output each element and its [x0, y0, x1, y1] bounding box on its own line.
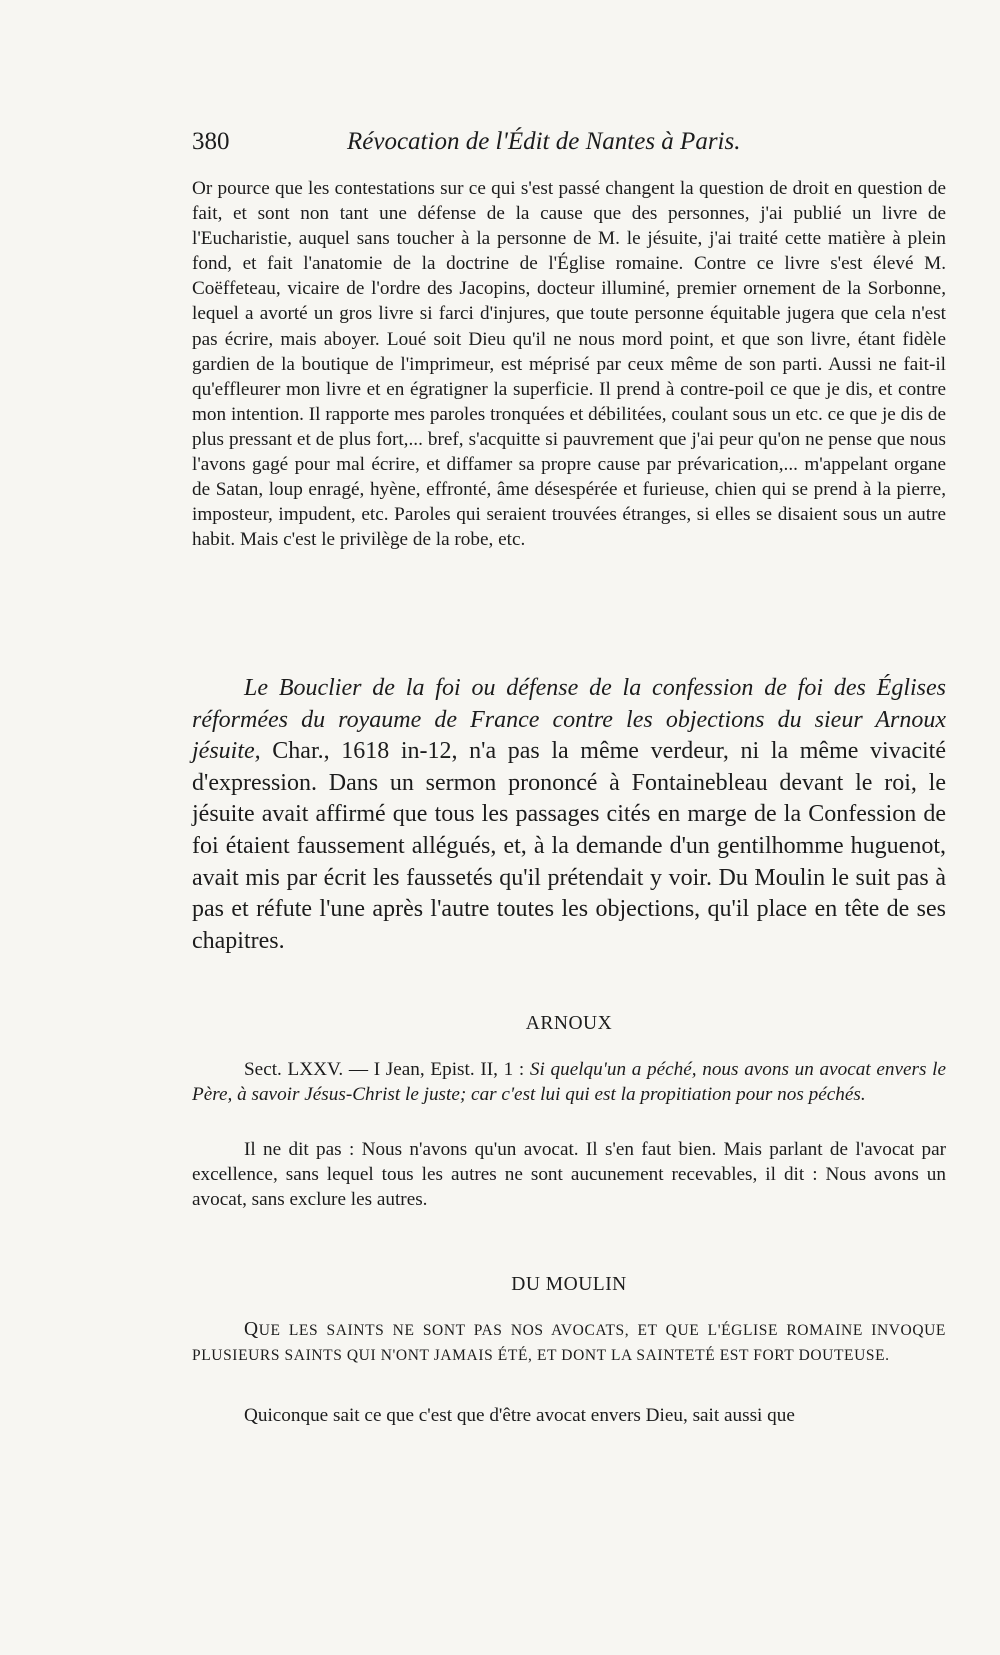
commentary-paragraph	[192, 673, 946, 957]
book-title: Le Bouclier de la foi ou défense de la confession de foi des Églises réformées du royaume de France contre les objections du sieur Arnoux jésuite,	[192, 675, 946, 765]
chapter-title-initial: Q	[244, 1319, 259, 1340]
chapter-title-text: UE LES SAINTS NE SONT PAS NOS AVOCATS, ET QUE L'ÉGLISE ROMAINE INVOQUE PLUSIEURS SAINTS QUI N'ONT JAMAIS ÉTÉ, ET DONT LA SAINTETÉ EST FORT DOUTEUSE.	[192, 1322, 946, 1364]
page-number: 380	[192, 128, 230, 155]
section-heading-du-moulin: DU MOULIN	[511, 1274, 627, 1295]
citation-reference: Sect. LXXV. — I Jean, Epist. II, 1 :	[244, 1059, 530, 1080]
commentary-text: Char., 1618 in-12, n'a pas la même verdeur, ni la même vivacité d'expression. Dans un sermon prononcé à Fontainebleau devant le roi, le jésuite avait affirmé que tous les passages cités en marge de la Confession de foi étaient faussement allégués, et, à la demande d'un gentilhomme huguenot, avait mis par écrit les faussetés qu'il prétendait y voir. Du Moulin le suit pas à pas et réfute l'une après l'autre toutes les objections, qu'il place en tête de ses chapitres.	[192, 738, 946, 954]
section-heading-arnoux: ARNOUX	[525, 1013, 613, 1034]
arnoux-argument-paragraph: Il ne dit pas : Nous n'avons qu'un avocat. Il s'en faut bien. Mais parlant de l'avocat par excellence, sans lequel tous les autres ne sont aucunement recevables, il dit : Nous avons un avocat, sans exclure les autres.	[192, 1139, 946, 1211]
quoted-paragraph-1: Or pource que les contestations sur ce qui s'est passé changent la question de droit en question de fait, et sont non tant une défense de la cause que des personnes, j'ai publié un livre de l'Eucharistie, auquel sans toucher à la personne de M. le jésuite, j'ai traité cette matière à plein fond, et fait l'anatomie de la doctrine de l'Église romaine. Contre ce livre s'est élevé M. Coëffeteau, vicaire de l'ordre des Jacopins, docteur illuminé, premier ornement de la Sorbonne, lequel a avorté un gros livre si farci d'injures, que toute personne équitable jugera que cela n'est pas écrire, mais aboyer. Loué soit Dieu qu'il ne nous mord point, et que son livre, étant fidèle gardien de la boutique de l'imprimeur, est méprisé par ceux même de son parti. Aussi ne fait-il qu'effleurer mon livre et en égratigner la superficie. Il prend à contre-poil ce que je dis, et contre mon intention. Il rapporte mes paroles tronquées et débilitées, coulant sous un etc. ce que je dis de plus pressant et de plus fort,... bref, s'acquitte si pauvrement que j'ai peur qu'on ne pense que nous l'avons gagé pour mal écrire, et diffamer sa propre cause par prévarication,... m'appelant organe de Satan, loup enragé, hyène, effronté, âme désespérée et furieuse, chien qui se prend à la pierre, imposteur, impudent, etc. Paroles qui seraient trouvées étranges, si elles se disaient sous un autre habit. Mais c'est le privilège de la robe, etc.	[192, 178, 946, 551]
chapter-title-paragraph	[192, 1318, 946, 1368]
scripture-citation-paragraph	[192, 1057, 946, 1107]
citation-quote: Si quelqu'un a péché, nous avons un avocat envers le Père, à savoir Jésus-Christ le juste; car c'est lui qui est la propitiation pour nos péchés.	[192, 1059, 946, 1106]
running-title: Révocation de l'Édit de Nantes à Paris.	[347, 128, 741, 155]
du-moulin-reply-paragraph: Quiconque sait ce que c'est que d'être avocat envers Dieu, sait aussi que	[244, 1405, 795, 1426]
page-header	[192, 128, 822, 162]
